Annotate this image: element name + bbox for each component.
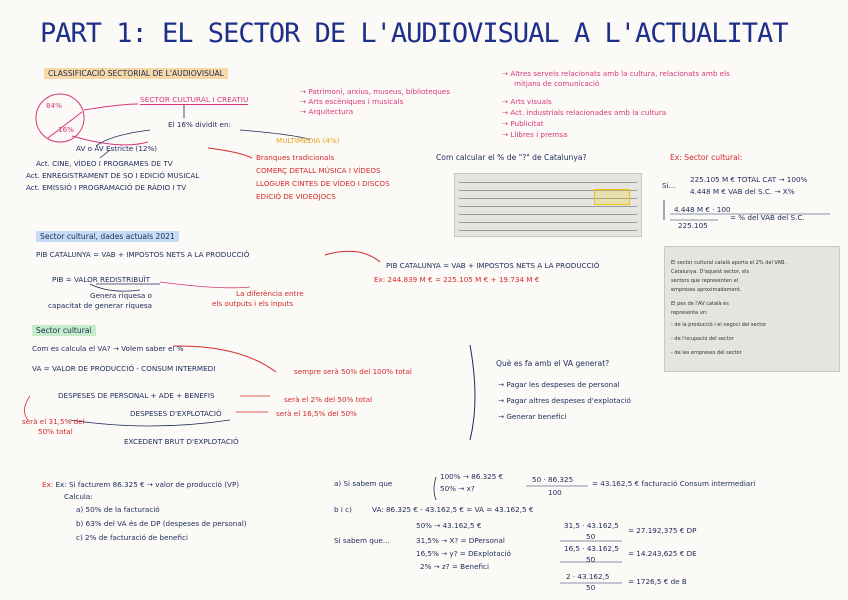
despeses: DESPESES DE PERSONAL + ADE + BENEFIS bbox=[58, 391, 215, 400]
cultural-item-2: → Arquitectura bbox=[300, 107, 354, 116]
outputs: els outputs i els inputs bbox=[212, 299, 294, 308]
a-result: = 43.162,5 € facturació Consum intermediari bbox=[592, 479, 756, 488]
r1-den: 50 bbox=[586, 532, 596, 541]
va-heading: Sector cultural bbox=[32, 327, 96, 336]
excedent: EXCEDENT BRUT D'EXPLOTACIÓ bbox=[124, 437, 239, 446]
calc-frac-den: 225.105 bbox=[678, 221, 708, 230]
page-title: PART 1: EL SECTOR DE L'AUDIOVISUAL A L'ACTUALITAT bbox=[40, 18, 788, 49]
exercise-calcula: Calcula: bbox=[64, 492, 93, 501]
va-equation: VA = VALOR DE PRODUCCIÓ - CONSUM INTERMEDI bbox=[32, 364, 216, 373]
calc-line1: 225.105 M € TOTAL CAT → 100% bbox=[690, 175, 808, 184]
r2-res: = 14.243,625 € DE bbox=[628, 549, 697, 558]
r2-den: 50 bbox=[586, 555, 596, 564]
calc-frac-res: = % del VAB del S.C. bbox=[730, 213, 805, 222]
multimedia: MULTIMÈDIA (4%) bbox=[276, 136, 340, 145]
multimedia-item-3: EDICIÓ DE VIDEOJOCS bbox=[256, 192, 336, 201]
other-item-4: → Publicitat bbox=[502, 119, 544, 128]
va-question: Com es calcula el VA? → Volem saber el % bbox=[32, 344, 184, 353]
left-note-1: serà el 31,5% del bbox=[22, 417, 85, 426]
divided-in: El 16% dividit en: bbox=[168, 120, 231, 129]
s315: 31,5% → X? = DPersonal bbox=[416, 536, 505, 545]
pie-label-84: 84% bbox=[46, 101, 62, 110]
cultural-item-1: → Arts escèniques i musicals bbox=[300, 97, 404, 106]
si-sabem: Si sabem que... bbox=[334, 536, 390, 545]
multimedia-item-1: COMERÇ DETALL MÚSICA I VÍDEOS bbox=[256, 166, 381, 175]
other-item-2: → Arts visuals bbox=[502, 97, 552, 106]
r3-num: 2 · 43.162,5 bbox=[566, 572, 610, 581]
calc-example: Ex: Sector cultural: bbox=[670, 153, 743, 162]
ex-line: Ex: 244.839 M € = 225.105 M € + 19.734 M € bbox=[374, 275, 540, 284]
calc-question: Com calcular el % de "?" de Catalunya? bbox=[436, 153, 587, 162]
a-label: a) Si sabem que bbox=[334, 479, 393, 488]
r1-num: 31,5 · 43.162,5 bbox=[564, 521, 619, 530]
av-item-1: Act. ENREGISTRAMENT DE SO I EDICIÓ MUSICAL bbox=[26, 171, 200, 180]
other-item-5: → Llibres i premsa bbox=[502, 130, 568, 139]
cultural-item-0: → Patrimoni, arxius, museus, biblioteques bbox=[300, 87, 450, 96]
s165: 16,5% → y? = DExplotació bbox=[416, 549, 511, 558]
r3-res: = 1726,5 € de B bbox=[628, 577, 687, 586]
what-item-2: → Generar benefici bbox=[498, 412, 567, 421]
calc-si: Si... bbox=[662, 181, 676, 190]
a-frac-num: 50 · 86.325 bbox=[532, 475, 574, 484]
cultural-data-heading: Sector cultural, dades actuals 2021 bbox=[36, 233, 179, 242]
bc-va: VA: 86.325 € - 43.162,5 € = VA = 43.162,5 € bbox=[372, 505, 534, 514]
classification-heading: CLASSIFICACIÓ SECTORIAL DE L'AUDIOVISUAL bbox=[44, 70, 228, 79]
what-question: Què es fa amb el VA generat? bbox=[496, 359, 610, 368]
a-frac-den: 100 bbox=[548, 488, 562, 497]
bc-label: b i c) bbox=[334, 505, 352, 514]
exercise-statement: Ex: Ex: Si facturem 86.325 € → valor de producció (VP) bbox=[42, 480, 240, 489]
other-item-0: → Altres serveis relacionats amb la cultura, relacionats amb els bbox=[502, 69, 730, 78]
other-item-1: mitjans de comunicació bbox=[514, 79, 600, 88]
genera: Genera riquesa o bbox=[90, 291, 152, 300]
a-line1: 100% → 86.325 € bbox=[440, 472, 504, 481]
exercise-item-0: a) 50% de la facturació bbox=[76, 505, 160, 514]
photo-document: El sector cultural català aporta el 2% del VAB. Catalunya. D'aquest sector, els sectors que representen el empreses aproximadament. El pes de l'AV català és representa un: - de la producció i el negoci del sector - de l'ocupació del sector - de les empreses del sector bbox=[664, 246, 840, 372]
cultural-sector: SECTOR CULTURAL I CREATIU bbox=[140, 95, 249, 104]
pie-label-16: 16% bbox=[58, 125, 74, 134]
highlight-box bbox=[594, 189, 630, 205]
other-item-3: → Act. industrials relacionades amb la cultura bbox=[502, 108, 667, 117]
exercise-item-1: b) 63% del VA és de DP (despeses de personal) bbox=[76, 519, 247, 528]
av-strict: AV o AV Estricte (12%) bbox=[76, 144, 158, 153]
note-3: serà el 16,5% del 50% bbox=[276, 409, 357, 418]
av-item-0: Act. CINE, VÍDEO I PROGRAMES DE TV bbox=[36, 159, 173, 168]
pib-line2: PIB CATALUNYA = VAB + IMPOSTOS NETS A LA PRODUCCIÓ bbox=[386, 261, 600, 270]
calc-frac-num: 4.448 M € · 100 bbox=[674, 205, 731, 214]
r2-num: 16,5 · 43.162,5 bbox=[564, 544, 619, 553]
pib-line: PIB CATALUNYA = VAB + IMPOSTOS NETS A LA PRODUCCIÓ bbox=[36, 250, 250, 259]
left-note-2: 50% total bbox=[38, 427, 73, 436]
capacitat: capacitat de generar riquesa bbox=[48, 301, 153, 310]
av-item-2: Act. EMISSIÓ I PROGRAMACIÓ DE RÀDIO I TV bbox=[26, 183, 187, 192]
multimedia-item-0: Branques tradicionals bbox=[256, 153, 335, 162]
pib-eq: PIB = VALOR REDISTRIBUÏT bbox=[52, 275, 150, 284]
a-line2: 50% → x? bbox=[440, 484, 475, 493]
what-item-1: → Pagar altres despeses d'explotació bbox=[498, 396, 631, 405]
diferencia: La diferència entre bbox=[236, 289, 304, 298]
always-note: sempre serà 50% del 100% total bbox=[294, 367, 412, 376]
what-item-0: → Pagar les despeses de personal bbox=[498, 380, 620, 389]
r1-res: = 27.192,375 € DP bbox=[628, 526, 697, 535]
note-2: serà el 2% del 50% total bbox=[284, 395, 373, 404]
s50: 50% → 43.162,5 € bbox=[416, 521, 482, 530]
s2: 2% → z? = Benefici bbox=[420, 562, 489, 571]
multimedia-item-2: LLOGUER CINTES DE VÍDEO I DISCOS bbox=[256, 179, 390, 188]
photo-table bbox=[454, 173, 642, 237]
calc-line2: 4.448 M € VAB del S.C. → X% bbox=[690, 187, 795, 196]
despeses-exp: DESPESES D'EXPLOTACIÓ bbox=[130, 409, 222, 418]
exercise-item-2: c) 2% de facturació de benefici bbox=[76, 533, 188, 542]
r3-den: 50 bbox=[586, 583, 596, 592]
